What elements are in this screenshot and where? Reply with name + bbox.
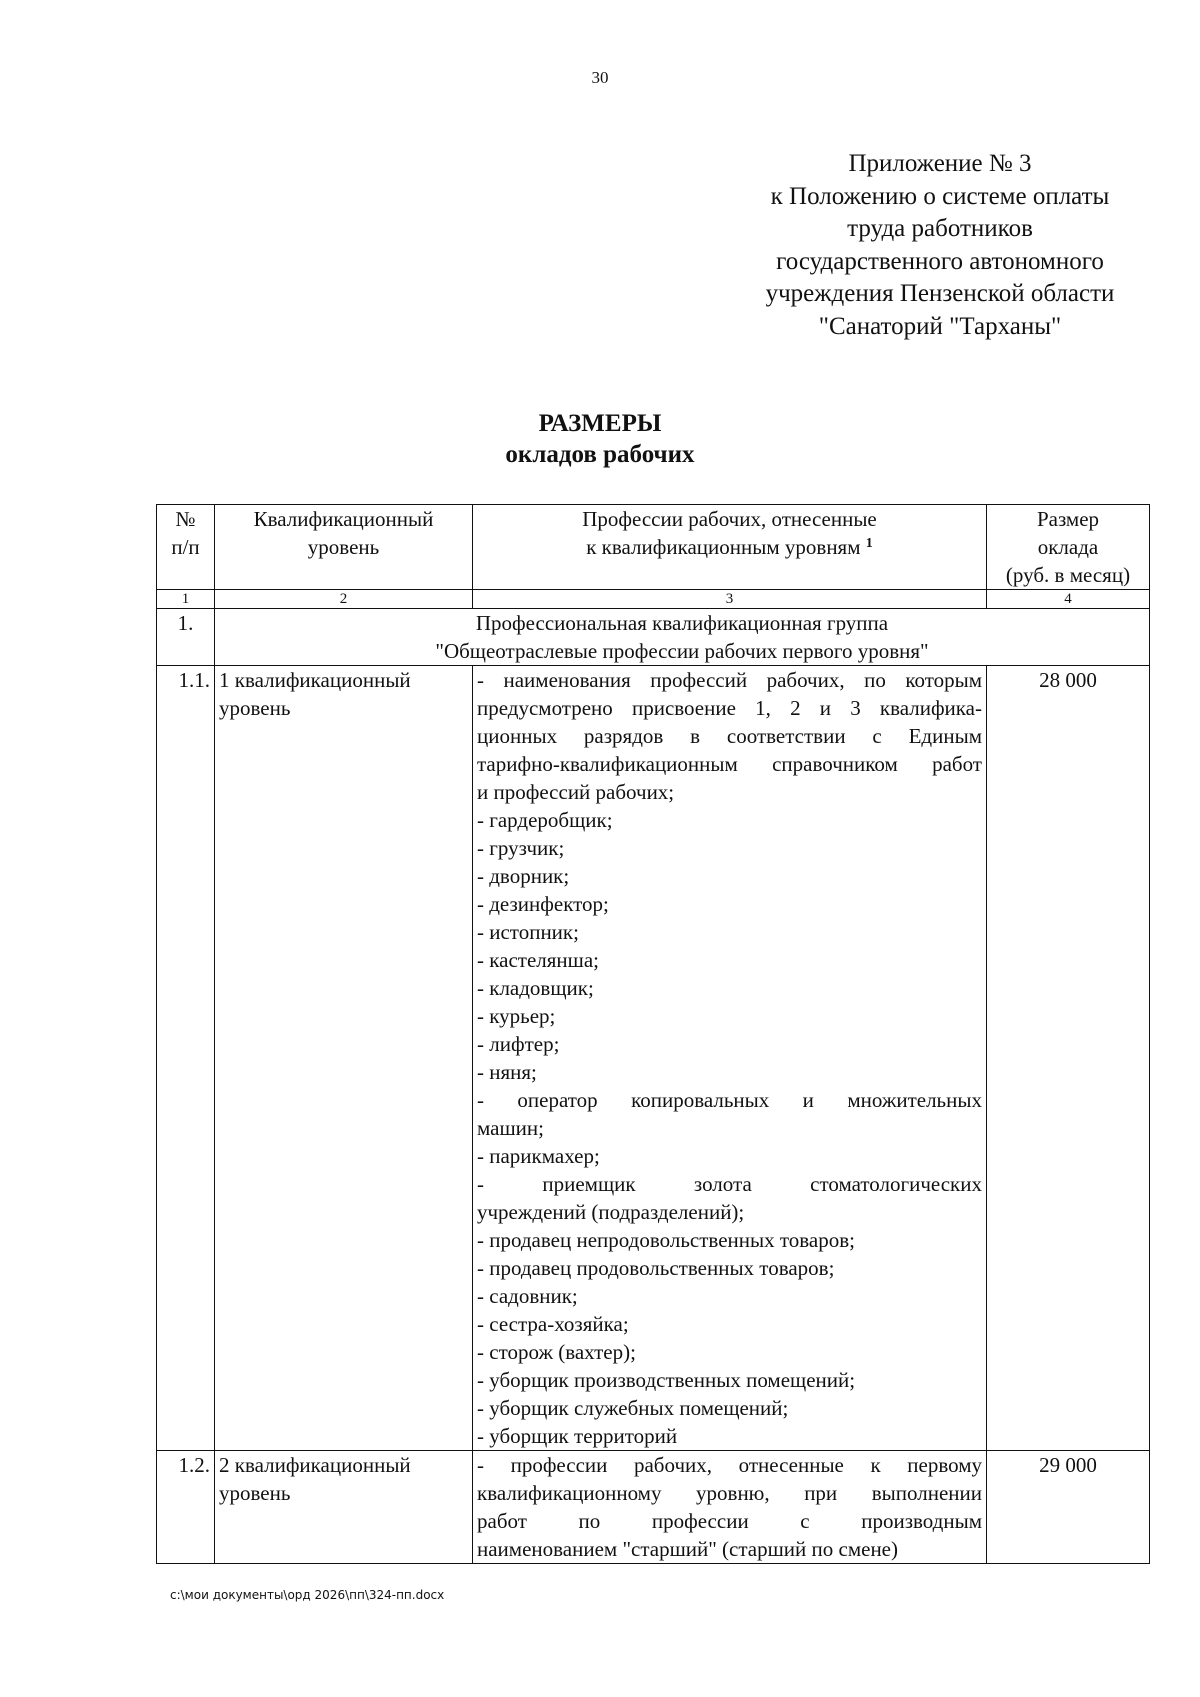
header-text: Квалификационный [253,507,434,531]
header-text: оклада [1037,535,1099,559]
group-row [157,609,1150,666]
document-title [0,408,1200,470]
header-text: уровень [307,535,380,559]
profession-line: - оператор копировальных и множительных [477,1088,982,1112]
profession-line: - дезинфектор; [477,892,609,916]
header-number [157,505,215,590]
column-number: 3 [473,590,987,609]
profession-line: работ по профессии с производным [477,1509,982,1533]
profession-line: предусмотрено присвоение 1, 2 и 3 квалифика- [477,696,982,720]
profession-line: - продавец продовольственных товаров; [477,1256,835,1280]
profession-line: - сторож (вахтер); [477,1340,636,1364]
row-salary: 29 000 [987,1451,1150,1564]
header-professions [473,505,987,590]
title-line-1: РАЗМЕРЫ [538,410,662,437]
table-header-row [157,505,1150,590]
appendix-line: труда работников [847,215,1033,242]
profession-line: - продавец непродовольственных товаров; [477,1228,855,1252]
header-text: Профессии рабочих, отнесенные [582,507,877,531]
profession-line: - няня; [477,1060,537,1084]
table-row [157,1451,1150,1564]
row-level [215,1451,473,1564]
profession-line: - кладовщик; [477,976,594,1000]
level-text: уровень [219,696,291,720]
footnote-marker: 1 [865,536,873,551]
title-line-2: окладов рабочих [505,441,695,468]
profession-line: тарифно-квалификационным справочником работ [477,752,982,776]
row-salary: 28 000 [987,666,1150,1451]
profession-line: - уборщик территорий [477,1424,678,1448]
appendix-line: к Положению о системе оплаты [770,182,1110,210]
profession-line: - приемщик золота стоматологических [477,1172,982,1196]
level-text: 1 квалификационный [219,668,411,692]
column-number: 4 [987,590,1150,609]
header-level [215,505,473,590]
row-number: 1.2. [157,1451,215,1564]
header-text: Размер [1036,507,1100,531]
group-number: 1. [157,609,215,666]
profession-line: и профессий рабочих; [477,780,675,804]
profession-line: - грузчик; [477,836,565,860]
level-text: уровень [219,1481,291,1505]
profession-line: - гардеробщик; [477,808,613,832]
row-professions [473,666,987,1451]
column-number: 1 [157,590,215,609]
profession-line: - наименования профессий рабочих, по которым [477,668,982,692]
group-title [215,609,1150,666]
profession-line: - лифтер; [477,1032,560,1056]
row-level [215,666,473,1451]
profession-line: машин; [477,1116,544,1140]
profession-line: - кастелянша; [477,948,599,972]
group-title-line: Профессиональная квалификационная группа [475,611,889,635]
column-number: 2 [215,590,473,609]
profession-line: - уборщик производственных помещений; [477,1368,856,1392]
header-text-part: к квалификационным уровням [586,535,861,559]
profession-line: - уборщик служебных помещений; [477,1396,789,1420]
header-text: № [175,507,196,531]
header-text: п/п [171,535,200,559]
header-text [477,533,982,561]
salary-table [156,504,1150,1564]
header-text: (руб. в месяц) [1005,563,1131,587]
profession-line: - истопник; [477,920,579,944]
row-number: 1.1. [157,666,215,1451]
page-number: 30 [591,68,609,87]
profession-line: наименованием "старший" (старший по смене) [477,1537,898,1561]
profession-line: - парикмахер; [477,1144,600,1168]
header-salary [987,505,1150,590]
appendix-line: учреждения Пензенской области [765,280,1115,307]
column-number-row [157,590,1150,609]
profession-line: - садовник; [477,1284,578,1308]
file-path-footer: c:\мои документы\орд 2026\пп\324-пп.docx [170,1588,445,1602]
profession-line: учреждений (подразделений); [477,1200,745,1224]
table-row [157,666,1150,1451]
appendix-line: "Санаторий "Тарханы" [818,312,1062,340]
profession-line: - курьер; [477,1004,556,1028]
row-professions [473,1451,987,1564]
level-text: 2 квалификационный [219,1453,411,1477]
profession-line: ционных разрядов в соответствии с Единым [477,724,982,748]
profession-line: - сестра-хозяйка; [477,1312,629,1336]
profession-line: - профессии рабочих, отнесенные к первому [477,1453,982,1477]
profession-line: квалификационному уровню, при выполнении [477,1481,982,1505]
profession-line: - дворник; [477,864,570,888]
appendix-reference [720,148,1160,343]
appendix-line: Приложение № 3 [848,150,1032,177]
group-title-line: "Общеотраслевые профессии рабочих первого уровня" [435,639,929,663]
appendix-line: государственного автономного [776,247,1104,275]
